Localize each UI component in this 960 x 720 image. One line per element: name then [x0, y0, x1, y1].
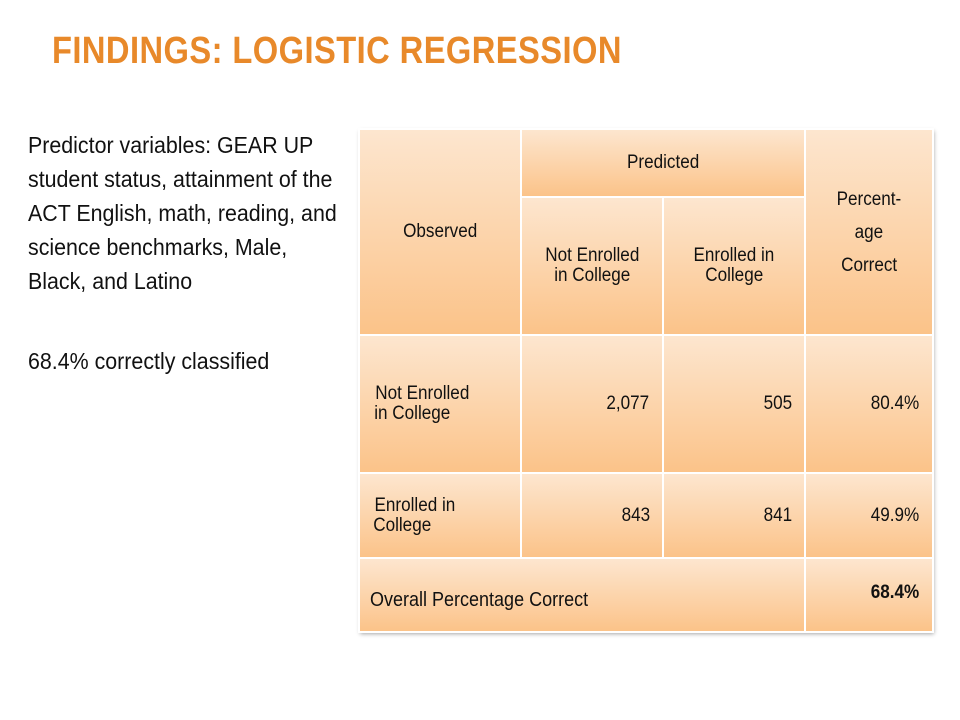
table-row — [359, 335, 933, 473]
table-row — [359, 473, 933, 558]
observed-header: Observed — [359, 129, 521, 335]
not-enrolled-header: Not Enrolled in College — [521, 197, 663, 335]
percent-correct-header: Percent- age Correct — [805, 129, 933, 335]
overall-percent: 68.4% — [805, 558, 933, 632]
cell-percent: 80.4% — [805, 335, 933, 473]
predicted-header: Predicted — [521, 129, 805, 197]
overall-label: Overall Percentage Correct — [359, 558, 805, 632]
classification-table — [358, 128, 932, 631]
predictor-variables-text: Predictor variables: GEAR UP student status, attainment of the ACT English, math, reading, and science benchmarks, Male, Black, and Latino — [28, 132, 337, 294]
cell-percent: 49.9% — [805, 473, 933, 558]
classification-summary-text: 68.4% correctly classified — [28, 348, 270, 374]
slide-title: FINDINGS: LOGISTIC REGRESSION — [52, 30, 622, 72]
enrolled-header: Enrolled in College — [663, 197, 805, 335]
cell-not-enrolled: 2,077 — [521, 335, 663, 473]
row-label: Enrolled in College — [359, 473, 521, 558]
table-row-overall — [359, 558, 933, 632]
row-label: Not Enrolled in College — [359, 335, 521, 473]
slide-body — [28, 128, 344, 378]
cell-enrolled: 841 — [663, 473, 805, 558]
cell-enrolled: 505 — [663, 335, 805, 473]
cell-not-enrolled: 843 — [521, 473, 663, 558]
